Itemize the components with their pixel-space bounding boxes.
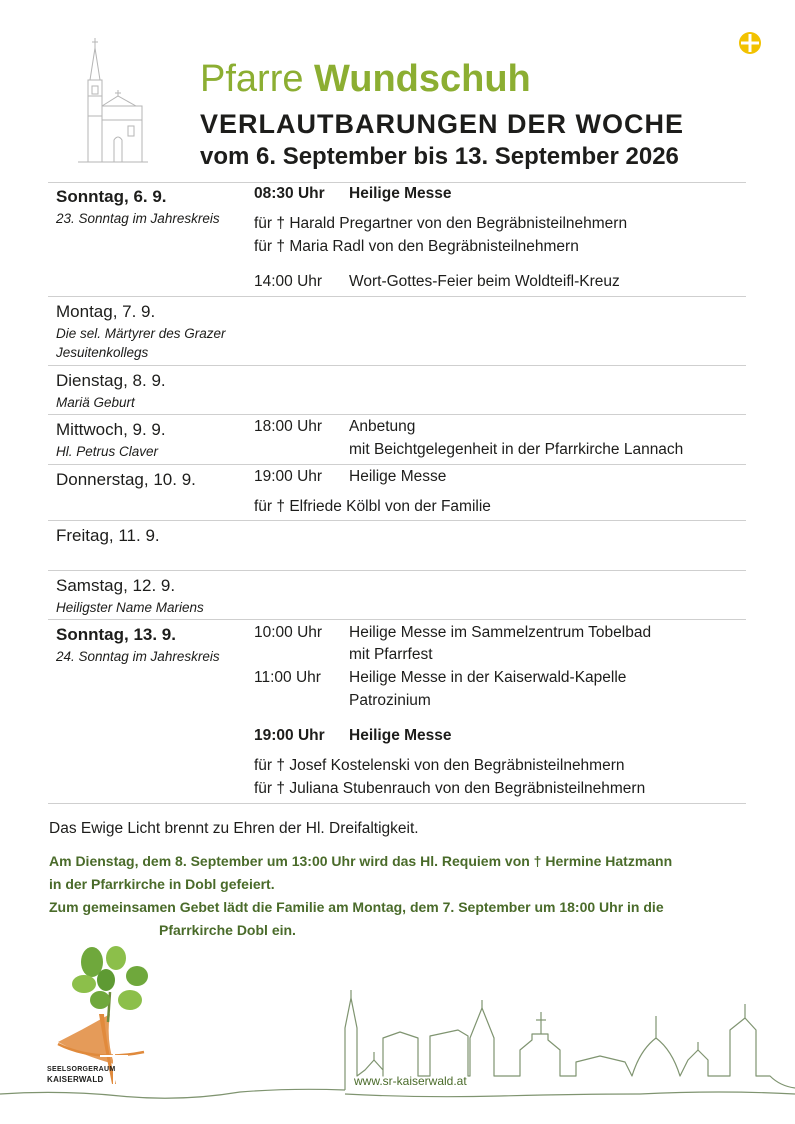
event-time: 11:00 Uhr	[254, 669, 321, 686]
day-label: Donnerstag, 10. 9.	[56, 470, 196, 489]
event-description: Heilige Messe	[349, 185, 452, 202]
divider	[48, 619, 746, 620]
day-subtitle: Die sel. Märtyrer des Grazer	[56, 326, 226, 341]
divider	[48, 520, 746, 521]
divider	[48, 296, 746, 297]
intention-note: für † Harald Pregartner von den Begräbnisteilnehmern	[254, 215, 628, 232]
event-time: 08:30 Uhr	[254, 185, 325, 202]
day-subtitle: 24. Sonntag im Jahreskreis	[56, 649, 220, 664]
parish-title-light: Pfarre	[200, 58, 304, 100]
day-subtitle: Mariä Geburt	[56, 395, 135, 410]
church-drawing-icon	[78, 36, 148, 168]
day-subtitle: Hl. Petrus Claver	[56, 444, 159, 459]
event-time: 14:00 Uhr	[254, 273, 323, 290]
event-description: Wort-Gottes-Feier beim Woldteifl-Kreuz	[349, 273, 620, 290]
event-time: 19:00 Uhr	[254, 727, 325, 744]
day-label: Dienstag, 8. 9.	[56, 371, 166, 390]
parish-title	[200, 56, 531, 102]
intention-note: für † Elfriede Kölbl von der Familie	[254, 498, 491, 515]
day-label: Samstag, 12. 9.	[56, 576, 176, 595]
day-label: Sonntag, 6. 9.	[56, 187, 167, 206]
parish-title-bold: Wundschuh	[314, 58, 531, 100]
event-time: 19:00 Uhr	[254, 468, 323, 485]
website-link[interactable]: www.sr-kaiserwald.at	[354, 1074, 467, 1088]
divider	[48, 570, 746, 571]
notice-line: in der Pfarrkirche in Dobl gefeiert.	[49, 876, 275, 892]
intention-note: für † Juliana Stubenrauch von den Begräbnisteilnehmern	[254, 780, 646, 797]
day-label: Freitag, 11. 9.	[56, 526, 160, 545]
event-description: Patrozinium	[349, 692, 431, 709]
event-description: Heilige Messe im Sammelzentrum Tobelbad	[349, 624, 652, 641]
event-description: Anbetung	[349, 418, 416, 435]
event-description: mit Pfarrfest	[349, 646, 433, 663]
notice-line: Am Dienstag, dem 8. September um 13:00 Uhr wird das Hl. Requiem von † Hermine Hatzmann	[49, 853, 673, 869]
day-subtitle: Heiligster Name Mariens	[56, 600, 204, 615]
event-description: mit Beichtgelegenheit in der Pfarrkirche Lannach	[349, 441, 684, 458]
intention-note: für † Josef Kostelenski von den Begräbnisteilnehmern	[254, 757, 625, 774]
event-time: 10:00 Uhr	[254, 624, 323, 641]
page-title: VERLAUTBARUNGEN DER WOCHE	[200, 109, 684, 139]
day-label: Montag, 7. 9.	[56, 302, 156, 321]
event-description: Heilige Messe	[349, 727, 452, 744]
day-label: Sonntag, 13. 9.	[56, 625, 176, 644]
intention-note: für † Maria Radl von den Begräbnisteilnehmern	[254, 238, 579, 255]
day-label: Mittwoch, 9. 9.	[56, 420, 166, 439]
eternal-light-note: Das Ewige Licht brennt zu Ehren der Hl. Dreifaltigkeit.	[49, 820, 419, 837]
notice-line: Zum gemeinsamen Gebet lädt die Familie am Montag, dem 7. September um 18:00 Uhr in die	[49, 899, 664, 915]
logo-caption: SEELSORGERAUM	[47, 1066, 116, 1073]
logo-caption: KAISERWALD	[47, 1075, 104, 1084]
event-description: Heilige Messe	[349, 468, 447, 485]
day-subtitle: 23. Sonntag im Jahreskreis	[56, 211, 220, 226]
date-range: vom 6. September bis 13. September 2026	[200, 143, 679, 170]
notice-line: Pfarrkirche Dobl ein.	[159, 922, 296, 938]
cross-badge-icon	[738, 31, 762, 55]
divider	[48, 803, 746, 804]
divider	[48, 414, 746, 415]
divider	[48, 464, 746, 465]
day-subtitle: Jesuitenkollegs	[56, 345, 149, 360]
event-description: Heilige Messe in der Kaiserwald-Kapelle	[349, 669, 627, 686]
divider	[48, 365, 746, 366]
event-time: 18:00 Uhr	[254, 418, 323, 435]
